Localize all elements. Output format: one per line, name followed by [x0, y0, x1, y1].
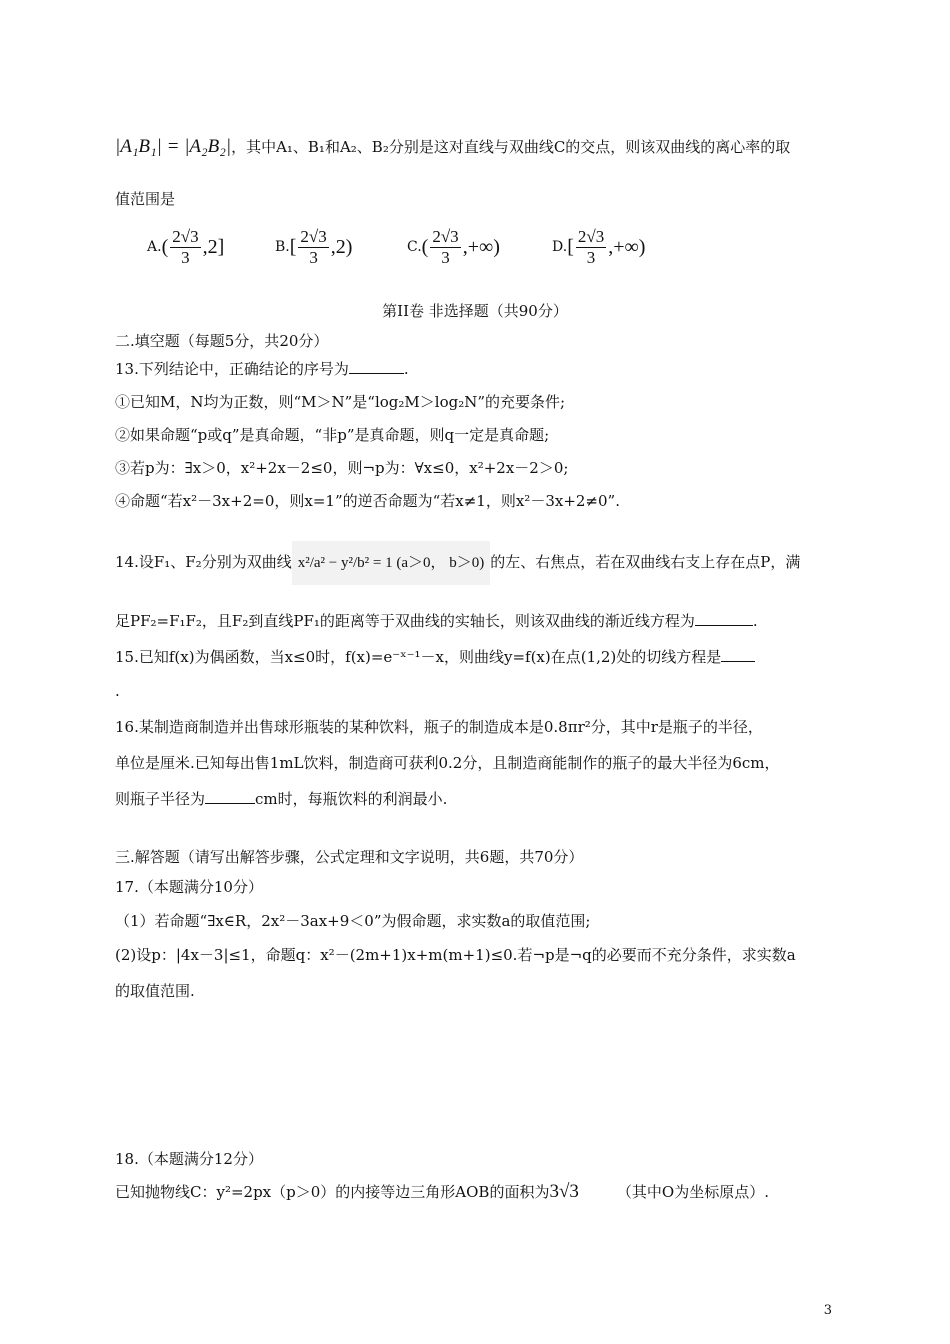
q14-line2: 足PF₂=F₁F₂，且F₂到直线PF₁的距离等于双曲线的实轴长，则该双曲线的渐近线方程为 . [115, 612, 758, 630]
q13-item-4: ④命题“若x²－3x+2=0，则x=1”的逆否命题为“若x≠1，则x²－3x+2≠0”. [115, 492, 620, 510]
q16-line1: 16.某制造商制造并出售球形瓶装的某种饮料，瓶子的制造成本是0.8πr²分，其中r是瓶子的半径， [115, 718, 763, 736]
q12-line1 [115, 136, 840, 158]
q17-part2-line1: (2)设p：|4x－3|≤1，命题q：x²－(2m+1)x+m(m+1)≤0.若¬p是¬q的必要而不充分条件，求实数a [115, 946, 796, 964]
part2-title: 第II卷 非选择题（共90分） [382, 302, 568, 320]
q16-line2: 单位是厘米.已知每出售1mL饮料，制造商可获利0.2分，且制造商能制作的瓶子的最大半径为6cm， [115, 754, 780, 772]
option-c: C. ( $\frac{2√3}{3}$ ,+∞) [407, 226, 500, 267]
option-a: A. ( $\frac{2√3}{3}$ ,2] [147, 226, 225, 267]
q13-item-3: ③若p为：∃x＞0，x²+2x－2≤0，则¬p为：∀x≤0，x²+2x－2＞0; [115, 459, 569, 477]
q15-line1: 15.已知f(x)为偶函数，当x≤0时，f(x)=e⁻ˣ⁻¹－x，则曲线y=f(x)在点(1,2)处的切线方程是 [115, 646, 840, 668]
q17-head: 17.（本题满分10分） [115, 878, 263, 896]
q13-item-1: ①已知M，N均为正数，则“M＞N”是“log₂M＞log₂N”的充要条件; [115, 393, 566, 411]
q17-part1: （1）若命题“∃x∈R，2x²－3ax+9＜0”为假命题，求实数a的取值范围; [115, 912, 591, 930]
section3-heading: 三.解答题（请写出解答步骤，公式定理和文字说明，共6题，共70分） [115, 848, 584, 866]
q13-item-2: ②如果命题“p或q”是真命题，“非p”是真命题，则q一定是真命题; [115, 426, 550, 444]
q15-period: . [115, 682, 120, 700]
q17-part2-line2: 的取值范围. [115, 982, 195, 1000]
hyperbola-equation: x²/a² − y²/b² = 1 (a＞0， b＞0) [292, 541, 491, 585]
q18-line1: 已知抛物线C：y²=2px（p＞0）的内接等边三角形AOB的面积为3√3 （其中O为坐标原点）. [115, 1181, 769, 1202]
q12-line2: 值范围是 [115, 190, 176, 208]
page-number: 3 [823, 1303, 832, 1318]
q12-line1-text: ，其中A₁、B₁和A₂、B₂分别是这对直线与双曲线C的交点，则该双曲线的离心率的取 [231, 138, 791, 156]
q14-line1: 14.设F₁、F₂分别为双曲线 x²/a² − y²/b² = 1 (a＞0， b＞0) 的左、右焦点，若在双曲线右支上存在点P，满 [115, 540, 840, 585]
option-b: B. [ $\frac{2√3}{3}$ ,2) [275, 226, 353, 267]
q16-line3: 则瓶子半径为 cm时，每瓶饮料的利润最小. [115, 790, 448, 808]
q13-stem: 13.下列结论中，正确结论的序号为 . [115, 360, 409, 378]
q18-head: 18.（本题满分12分） [115, 1150, 263, 1168]
section2-heading: 二.填空题（每题5分，共20分） [115, 332, 329, 350]
option-d: D. [ $\frac{2√3}{3}$ ,+∞) [552, 226, 646, 267]
q12-options [115, 222, 835, 272]
q12-condition-math: |A₁B₁| = |A₂B₂| [115, 136, 232, 157]
area-value: 3√3 [549, 1181, 579, 1202]
